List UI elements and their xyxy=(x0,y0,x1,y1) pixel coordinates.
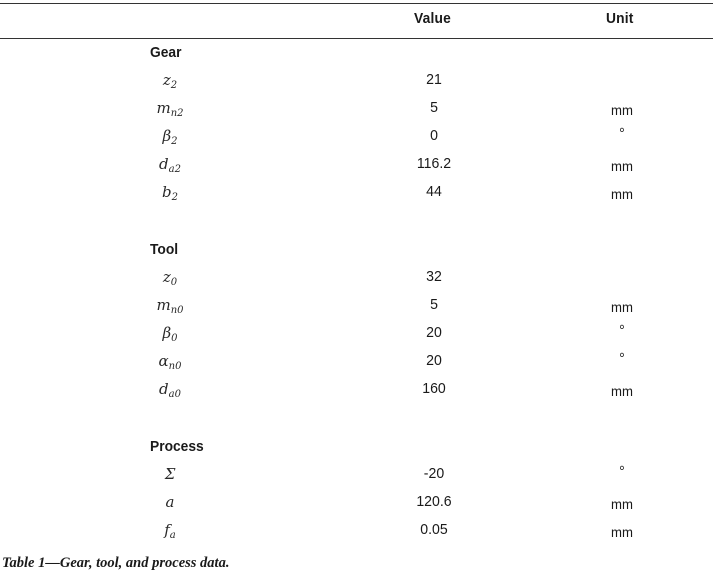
header-unit: Unit xyxy=(606,10,634,27)
row-unit: mm xyxy=(611,383,633,399)
row-unit: ° xyxy=(619,463,625,480)
row-symbol: $d_{a0}$ xyxy=(159,380,181,400)
row-unit: mm xyxy=(611,496,633,512)
row-value: 20 xyxy=(426,324,442,341)
table-caption: Table 1—Gear, tool, and process data. xyxy=(2,555,230,571)
row-unit: mm xyxy=(611,102,633,118)
row-symbol: $m_{n2}$ xyxy=(156,99,184,119)
table-row xyxy=(0,155,713,179)
row-unit: mm xyxy=(611,158,633,174)
row-value: 0.05 xyxy=(420,521,448,538)
row-symbol: $f_a$ xyxy=(164,521,176,541)
row-symbol: Σ xyxy=(164,465,176,483)
row-symbol: $z_2$ xyxy=(162,71,178,91)
table-row xyxy=(0,324,713,348)
section-title-tool: Tool xyxy=(150,241,179,258)
row-value: 20 xyxy=(426,352,442,369)
table-row xyxy=(0,99,713,123)
table-row xyxy=(0,465,713,489)
section-title-process: Process xyxy=(150,438,204,455)
table-header-rule xyxy=(0,38,713,39)
row-value: 32 xyxy=(426,268,442,285)
row-unit: ° xyxy=(619,125,625,142)
row-value: 5 xyxy=(430,296,438,313)
row-value: 120.6 xyxy=(416,493,452,510)
row-symbol: $m_{n0}$ xyxy=(156,296,184,316)
row-symbol: $b_2$ xyxy=(162,183,178,203)
row-symbol: $\beta_0$ xyxy=(162,324,178,344)
table-row xyxy=(0,493,713,517)
table-row xyxy=(0,127,713,151)
section-title-gear: Gear xyxy=(150,44,182,61)
row-symbol: $z_0$ xyxy=(162,268,178,288)
row-value: 5 xyxy=(430,99,438,116)
row-value: 0 xyxy=(430,127,438,144)
row-value: 44 xyxy=(426,183,442,200)
header-value: Value xyxy=(414,10,451,27)
row-value: -20 xyxy=(423,465,445,482)
table-row xyxy=(0,352,713,376)
row-symbol: $\alpha_{n0}$ xyxy=(158,352,182,372)
table-row xyxy=(0,71,713,95)
row-value: 116.2 xyxy=(416,155,452,172)
row-unit: ° xyxy=(619,350,625,367)
table-top-rule xyxy=(0,3,713,4)
row-value: 160 xyxy=(422,380,446,397)
row-symbol: $\beta_2$ xyxy=(162,127,178,147)
row-value: 21 xyxy=(426,71,442,88)
row-symbol: $d_{a2}$ xyxy=(159,155,181,175)
row-unit: mm xyxy=(611,186,633,202)
row-unit: mm xyxy=(611,299,633,315)
row-unit: mm xyxy=(611,524,633,540)
table-row xyxy=(0,183,713,207)
table-row xyxy=(0,521,713,545)
table-row xyxy=(0,380,713,404)
table-row xyxy=(0,268,713,292)
table-row xyxy=(0,296,713,320)
row-unit: ° xyxy=(619,322,625,339)
row-symbol: a xyxy=(165,493,175,511)
